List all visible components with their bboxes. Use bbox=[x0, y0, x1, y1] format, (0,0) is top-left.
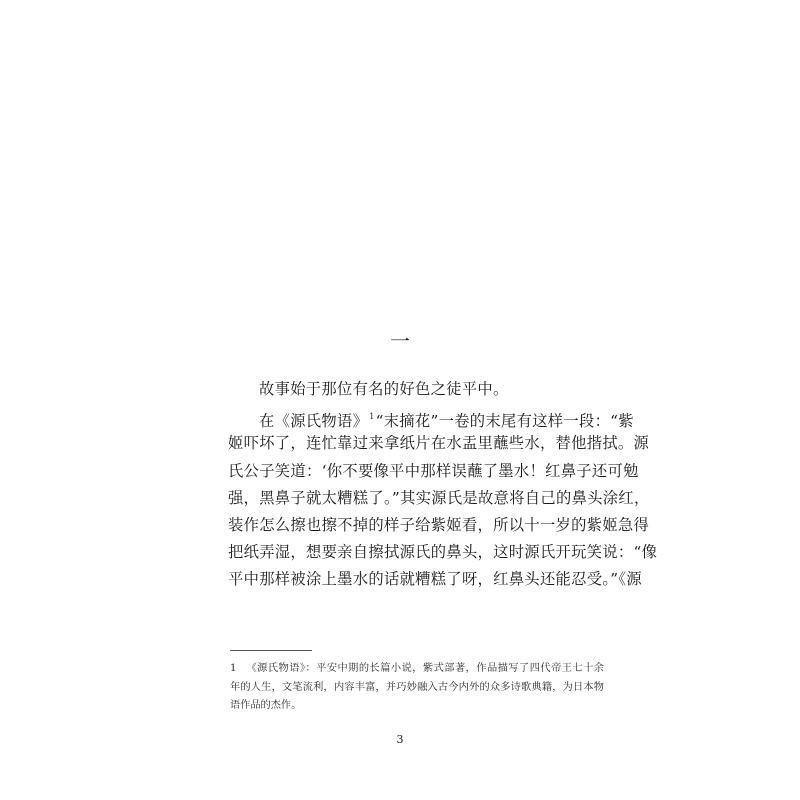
body-line: 装作怎么擦也擦不掉的样子给紫姬看，所以十一岁的紫姬急得 bbox=[228, 515, 650, 534]
footnote-number: 1 bbox=[230, 663, 237, 674]
body-text bbox=[228, 376, 658, 594]
footnote-line bbox=[230, 660, 604, 679]
body-line-text: 在《源氏物语》 bbox=[259, 412, 369, 431]
footnote-marker[interactable]: 1 bbox=[369, 412, 375, 422]
body-line-text: “末摘花”一卷的末尾有这样一段：“紫 bbox=[375, 412, 634, 431]
footnote-line: 语作品的杰作。 bbox=[230, 700, 302, 711]
footnote-text: 《源氏物语》：平安中期的长篇小说，紫式部著，作品描写了四代帝王七十余 bbox=[246, 663, 604, 674]
footnote bbox=[230, 660, 604, 716]
body-line bbox=[228, 403, 634, 431]
body-line: 把纸弄湿，想要亲自擦拭源氏的鼻头，这时源氏开玩笑说：“像 bbox=[228, 543, 658, 562]
page-number: 3 bbox=[396, 733, 404, 746]
body-line: 故事始于那位有名的好色之徒平中。 bbox=[259, 380, 509, 398]
footnote-line: 年的人生，文笔流利，内容丰富，并巧妙融入古今内外的众多诗歌典籍，为日本物 bbox=[230, 681, 604, 693]
body-line: 强，黑鼻子就太糟糕了。”其实源氏是故意将自己的鼻头涂红， bbox=[228, 488, 650, 507]
body-line: 氏公子笑道：‘你不要像平中那样误蘸了墨水！红鼻子还可勉 bbox=[228, 461, 639, 480]
body-line: 平中那样被涂上墨水的话就糟糕了呀，红鼻头还能忍受。”《源 bbox=[228, 570, 642, 589]
footnote-divider bbox=[230, 650, 312, 651]
body-line: 姬吓坏了，连忙靠过来拿纸片在水盂里蘸些水，替他揩拭。源 bbox=[228, 434, 650, 453]
chapter-number: 一 bbox=[390, 329, 410, 353]
